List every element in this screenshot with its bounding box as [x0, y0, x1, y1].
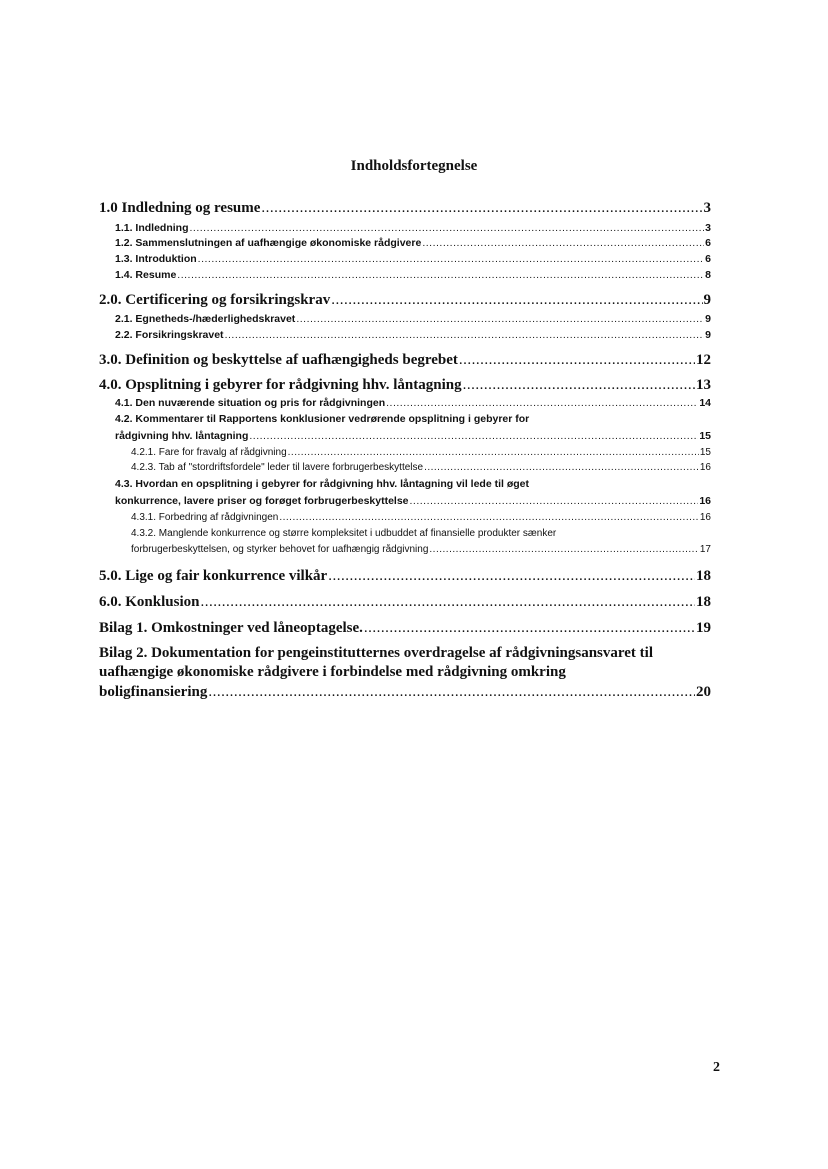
- toc-leader-dots: [200, 594, 695, 611]
- toc-entry[interactable]: [131, 544, 711, 555]
- toc-entry[interactable]: [115, 222, 711, 234]
- toc-leader-dots: [296, 313, 704, 325]
- toc-entry[interactable]: [99, 620, 711, 637]
- toc-entry-text: boligfinansiering: [99, 684, 208, 700]
- toc-entry-text: 1.3. Introduktion: [115, 253, 197, 265]
- toc-entry-text: 2.2. Forsikringskravet: [115, 329, 224, 341]
- toc-page-number: 18: [696, 594, 711, 610]
- toc-leader-dots: [429, 544, 698, 555]
- toc-entry[interactable]: [131, 462, 711, 473]
- toc-entry-text: 6.0. Konklusion: [99, 594, 200, 610]
- toc-entry[interactable]: [115, 253, 711, 265]
- toc-entry-text: forbrugerbeskyttelsen, og styrker behovet for uafhængig rådgivning: [131, 544, 429, 555]
- toc-entry-second-line[interactable]: uafhængige økonomiske rådgivere i forbindelse med rådgivning omkring: [99, 664, 566, 680]
- toc-entry-text: 1.0 Indledning og resume: [99, 200, 261, 216]
- toc-page-number: 17: [699, 544, 711, 555]
- toc-page-number: 8: [705, 269, 711, 281]
- toc-entry-text: 1.4. Resume: [115, 269, 177, 281]
- toc-page-number: 14: [699, 397, 711, 409]
- toc-entry[interactable]: [115, 430, 711, 442]
- toc-entry[interactable]: [115, 495, 711, 507]
- toc-leader-dots: [410, 495, 699, 507]
- toc-entry-first-line[interactable]: 4.2. Kommentarer til Rapportens konklusioner vedrørende opsplitning i gebyrer for: [115, 413, 530, 425]
- toc-page-number: 9: [705, 329, 711, 341]
- toc-entry[interactable]: [115, 237, 711, 249]
- toc-leader-dots: [177, 269, 704, 281]
- toc-page-number: 3: [705, 222, 711, 234]
- toc-entry[interactable]: [99, 684, 711, 701]
- toc-leader-dots: [424, 462, 699, 473]
- toc-entry-text: 2.1. Egnetheds-/hæderlighedskravet: [115, 313, 296, 325]
- toc-entry-text: 4.2.1. Fare for fravalg af rådgivning: [131, 447, 287, 458]
- toc-entry-text: 1.2. Sammenslutningen af uafhængige økonomiske rådgivere: [115, 237, 422, 249]
- toc-entry[interactable]: [115, 397, 711, 409]
- toc-leader-dots: [261, 200, 702, 217]
- toc-leader-dots: [364, 620, 695, 637]
- toc-entry[interactable]: [99, 292, 711, 309]
- toc-entry[interactable]: [99, 352, 711, 369]
- toc-entry-text: 1.1. Indledning: [115, 222, 189, 234]
- toc-leader-dots: [198, 253, 704, 265]
- toc-page-number: 9: [703, 292, 711, 308]
- toc-entry[interactable]: [131, 512, 711, 523]
- toc-leader-dots: [208, 684, 695, 701]
- toc-page-number: 20: [696, 684, 711, 700]
- toc-page-number: 16: [699, 512, 711, 523]
- toc-leader-dots: [328, 568, 695, 585]
- toc-entry-text: 4.3.1. Forbedring af rådgivningen: [131, 512, 279, 523]
- toc-entry[interactable]: [99, 568, 711, 585]
- toc-leader-dots: [190, 222, 705, 234]
- toc-leader-dots: [463, 377, 695, 394]
- toc-leader-dots: [279, 512, 699, 523]
- toc-entry-text: 4.2.3. Tab af "stordriftsfordele" leder til lavere forbrugerbeskyttelse: [131, 462, 424, 473]
- toc-leader-dots: [225, 329, 705, 341]
- toc-entry-text: 2.0. Certificering og forsikringskrav: [99, 292, 331, 308]
- toc-entry-text: 3.0. Definition og beskyttelse af uafhængigheds begrebet: [99, 352, 458, 368]
- toc-entry[interactable]: [131, 447, 711, 458]
- toc-leader-dots: [459, 352, 695, 369]
- toc-entry[interactable]: [115, 269, 711, 281]
- toc-leader-dots: [331, 292, 702, 309]
- toc-page-number: 6: [705, 237, 711, 249]
- toc-leader-dots: [422, 237, 704, 249]
- toc-entry-first-line[interactable]: 4.3.2. Manglende konkurrence og større kompleksitet i udbuddet af finansielle produkter sænker: [131, 528, 557, 539]
- toc-page-number: 15: [699, 430, 711, 442]
- toc-leader-dots: [386, 397, 698, 409]
- toc-leader-dots: [288, 447, 699, 458]
- toc-entry[interactable]: [115, 329, 711, 341]
- toc-page-number: 12: [696, 352, 711, 368]
- toc-page-number: 9: [705, 313, 711, 325]
- toc-entry[interactable]: [99, 377, 711, 394]
- toc-entry-text: 4.1. Den nuværende situation og pris for rådgivningen: [115, 397, 386, 409]
- toc-entry-text: 5.0. Lige og fair konkurrence vilkår: [99, 568, 328, 584]
- toc-page-number: 18: [696, 568, 711, 584]
- toc-entry-first-line[interactable]: Bilag 2. Dokumentation for pengeinstitutternes overdragelse af rådgivningsansvaret til: [99, 645, 654, 661]
- toc-page-number: 3: [703, 200, 711, 216]
- page-number: 2: [713, 1060, 720, 1075]
- toc-entry-text: konkurrence, lavere priser og forøget forbrugerbeskyttelse: [115, 495, 409, 507]
- toc-entry[interactable]: [99, 594, 711, 611]
- toc-page-number: 13: [696, 377, 711, 393]
- toc-page-number: 16: [699, 495, 711, 507]
- toc-entry[interactable]: [115, 313, 711, 325]
- toc-page-number: 15: [699, 447, 711, 458]
- toc-entry-text: Bilag 1. Omkostninger ved låneoptagelse.: [99, 620, 363, 636]
- toc-entry-first-line[interactable]: 4.3. Hvordan en opsplitning i gebyrer for rådgivning hhv. låntagning vil lede til øget: [115, 478, 530, 490]
- toc-leader-dots: [249, 430, 698, 442]
- toc-entry-text: rådgivning hhv. låntagning: [115, 430, 249, 442]
- toc-entry[interactable]: [99, 200, 711, 217]
- page-title: Indholdsfortegnelse: [350, 158, 478, 174]
- toc-page-number: 19: [696, 620, 711, 636]
- toc-page-number: 6: [705, 253, 711, 265]
- toc-entry-text: 4.0. Opsplitning i gebyrer for rådgivning hhv. låntagning: [99, 377, 462, 393]
- toc-page-number: 16: [699, 462, 711, 473]
